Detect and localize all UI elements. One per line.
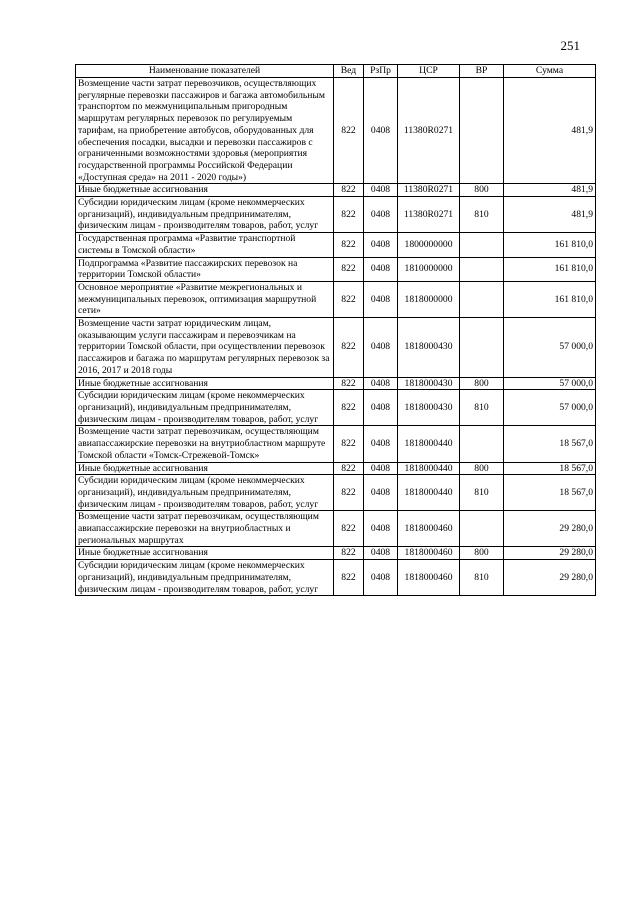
table-row: [76, 377, 596, 390]
cell-rzpr: 0408: [364, 281, 398, 317]
cell-rzpr: 0408: [364, 78, 398, 184]
cell-vr: 800: [460, 547, 504, 560]
cell-vr: 810: [460, 475, 504, 511]
cell-sum: 161 810,0: [504, 233, 596, 257]
cell-ved: 822: [334, 281, 364, 317]
cell-name: Иные бюджетные ассигнования: [76, 462, 334, 475]
table-row: [76, 197, 596, 233]
cell-sum: 29 280,0: [504, 511, 596, 547]
cell-csr: 1818000440: [398, 426, 460, 462]
cell-vr: 810: [460, 197, 504, 233]
cell-vr: [460, 233, 504, 257]
cell-name: Подпрограмма «Развитие пассажирских перевозок на территории Томской области»: [76, 257, 334, 281]
table-row: [76, 547, 596, 560]
cell-name: Государственная программа «Развитие транспортной системы в Томской области»: [76, 233, 334, 257]
cell-ved: 822: [334, 426, 364, 462]
table-row: [76, 257, 596, 281]
cell-rzpr: 0408: [364, 475, 398, 511]
cell-sum: 18 567,0: [504, 426, 596, 462]
cell-name: Субсидии юридическим лицам (кроме некоммерческих организаций), индивидуальным предпринимателям, физическим лицам - производителям товаров, работ, услуг: [76, 390, 334, 426]
cell-name: Возмещение части затрат перевозчикам, осуществляющим авиапассажирские перевозки на внутриобластных и региональных маршрутах: [76, 511, 334, 547]
cell-ved: 822: [334, 560, 364, 596]
cell-rzpr: 0408: [364, 257, 398, 281]
cell-csr: 1818000430: [398, 377, 460, 390]
table-row: [76, 281, 596, 317]
cell-csr: 11380R0271: [398, 197, 460, 233]
cell-sum: 481,9: [504, 197, 596, 233]
cell-name: Основное мероприятие «Развитие межрегиональных и межмуниципальных перевозок, оптимизация маршрутной сети»: [76, 281, 334, 317]
cell-csr: 1800000000: [398, 233, 460, 257]
cell-name: Иные бюджетные ассигнования: [76, 184, 334, 197]
header-name: Наименование показателей: [76, 65, 334, 78]
cell-name: Возмещение части затрат перевозчикам, осуществляющим авиапассажирские перевозки на внутриобластном маршруте Томской области «Томск-Стрежевой-Томск»: [76, 426, 334, 462]
cell-name: Иные бюджетные ассигнования: [76, 377, 334, 390]
budget-table: [75, 64, 596, 596]
cell-sum: 29 280,0: [504, 560, 596, 596]
cell-rzpr: 0408: [364, 560, 398, 596]
table-row: [76, 390, 596, 426]
table-row: [76, 78, 596, 184]
cell-vr: 800: [460, 184, 504, 197]
cell-csr: 11380R0271: [398, 184, 460, 197]
cell-ved: 822: [334, 318, 364, 378]
cell-ved: 822: [334, 547, 364, 560]
cell-sum: 18 567,0: [504, 475, 596, 511]
table-row: [76, 426, 596, 462]
cell-rzpr: 0408: [364, 390, 398, 426]
header-sum: Сумма: [504, 65, 596, 78]
cell-sum: 57 000,0: [504, 377, 596, 390]
cell-ved: 822: [334, 377, 364, 390]
cell-rzpr: 0408: [364, 547, 398, 560]
cell-vr: [460, 281, 504, 317]
cell-csr: 1818000430: [398, 318, 460, 378]
cell-name: Возмещение части затрат перевозчиков, осуществляющих регулярные перевозки пассажиров и багажа автомобильным транспортом по межмуниципальным пригородным маршрутам регулярных перевозок по регулируемым тарифам, на приобретение автобусов, оборудованных для обеспечения посадки, высадки и перевозки пассажиров с ограниченными возможностями здоровья (мероприятия государственной программы Российской Федерации «Доступная среда» на 2011 - 2020 годы»): [76, 78, 334, 184]
cell-sum: 161 810,0: [504, 281, 596, 317]
table-row: [76, 475, 596, 511]
table-row: [76, 318, 596, 378]
header-ved: Вед: [334, 65, 364, 78]
table-row: [76, 184, 596, 197]
table-row: [76, 560, 596, 596]
cell-name: Субсидии юридическим лицам (кроме некоммерческих организаций), индивидуальным предпринимателям, физическим лицам - производителям товаров, работ, услуг: [76, 560, 334, 596]
cell-sum: 161 810,0: [504, 257, 596, 281]
header-csr: ЦСР: [398, 65, 460, 78]
cell-rzpr: 0408: [364, 318, 398, 378]
header-vr: ВР: [460, 65, 504, 78]
cell-rzpr: 0408: [364, 462, 398, 475]
table-row: [76, 462, 596, 475]
table-header-row: [76, 65, 596, 78]
cell-rzpr: 0408: [364, 377, 398, 390]
cell-sum: 481,9: [504, 78, 596, 184]
cell-vr: 810: [460, 560, 504, 596]
cell-sum: 18 567,0: [504, 462, 596, 475]
cell-rzpr: 0408: [364, 197, 398, 233]
table-row: [76, 233, 596, 257]
cell-vr: [460, 318, 504, 378]
cell-rzpr: 0408: [364, 233, 398, 257]
cell-rzpr: 0408: [364, 426, 398, 462]
cell-name: Возмещение части затрат юридическим лицам, оказывающим услуги пассажирам и перевозчикам на территории Томской области, при осуществлении перевозок пассажиров и багажа по маршрутам регулярных перевозок за 2016, 2017 и 2018 годы: [76, 318, 334, 378]
cell-csr: 1818000460: [398, 547, 460, 560]
cell-vr: 800: [460, 462, 504, 475]
cell-sum: 57 000,0: [504, 390, 596, 426]
cell-csr: 11380R0271: [398, 78, 460, 184]
cell-vr: [460, 257, 504, 281]
page-number: 251: [560, 38, 580, 53]
cell-rzpr: 0408: [364, 184, 398, 197]
cell-vr: [460, 78, 504, 184]
cell-name: Субсидии юридическим лицам (кроме некоммерческих организаций), индивидуальным предпринимателям, физическим лицам - производителям товаров, работ, услуг: [76, 197, 334, 233]
cell-vr: [460, 511, 504, 547]
cell-ved: 822: [334, 390, 364, 426]
cell-rzpr: 0408: [364, 511, 398, 547]
table-row: [76, 511, 596, 547]
cell-ved: 822: [334, 462, 364, 475]
cell-csr: 1818000460: [398, 560, 460, 596]
cell-ved: 822: [334, 78, 364, 184]
cell-ved: 822: [334, 233, 364, 257]
cell-ved: 822: [334, 197, 364, 233]
cell-vr: 810: [460, 390, 504, 426]
cell-ved: 822: [334, 475, 364, 511]
cell-vr: [460, 426, 504, 462]
cell-ved: 822: [334, 257, 364, 281]
cell-csr: 1818000440: [398, 462, 460, 475]
cell-csr: 1818000440: [398, 475, 460, 511]
cell-csr: 1818000000: [398, 281, 460, 317]
cell-name: Субсидии юридическим лицам (кроме некоммерческих организаций), индивидуальным предпринимателям, физическим лицам - производителям товаров, работ, услуг: [76, 475, 334, 511]
cell-csr: 1818000430: [398, 390, 460, 426]
header-rzpr: РзПр: [364, 65, 398, 78]
cell-csr: 1818000460: [398, 511, 460, 547]
cell-ved: 822: [334, 184, 364, 197]
cell-csr: 1810000000: [398, 257, 460, 281]
cell-ved: 822: [334, 511, 364, 547]
cell-sum: 29 280,0: [504, 547, 596, 560]
cell-vr: 800: [460, 377, 504, 390]
cell-name: Иные бюджетные ассигнования: [76, 547, 334, 560]
cell-sum: 57 000,0: [504, 318, 596, 378]
cell-sum: 481,9: [504, 184, 596, 197]
